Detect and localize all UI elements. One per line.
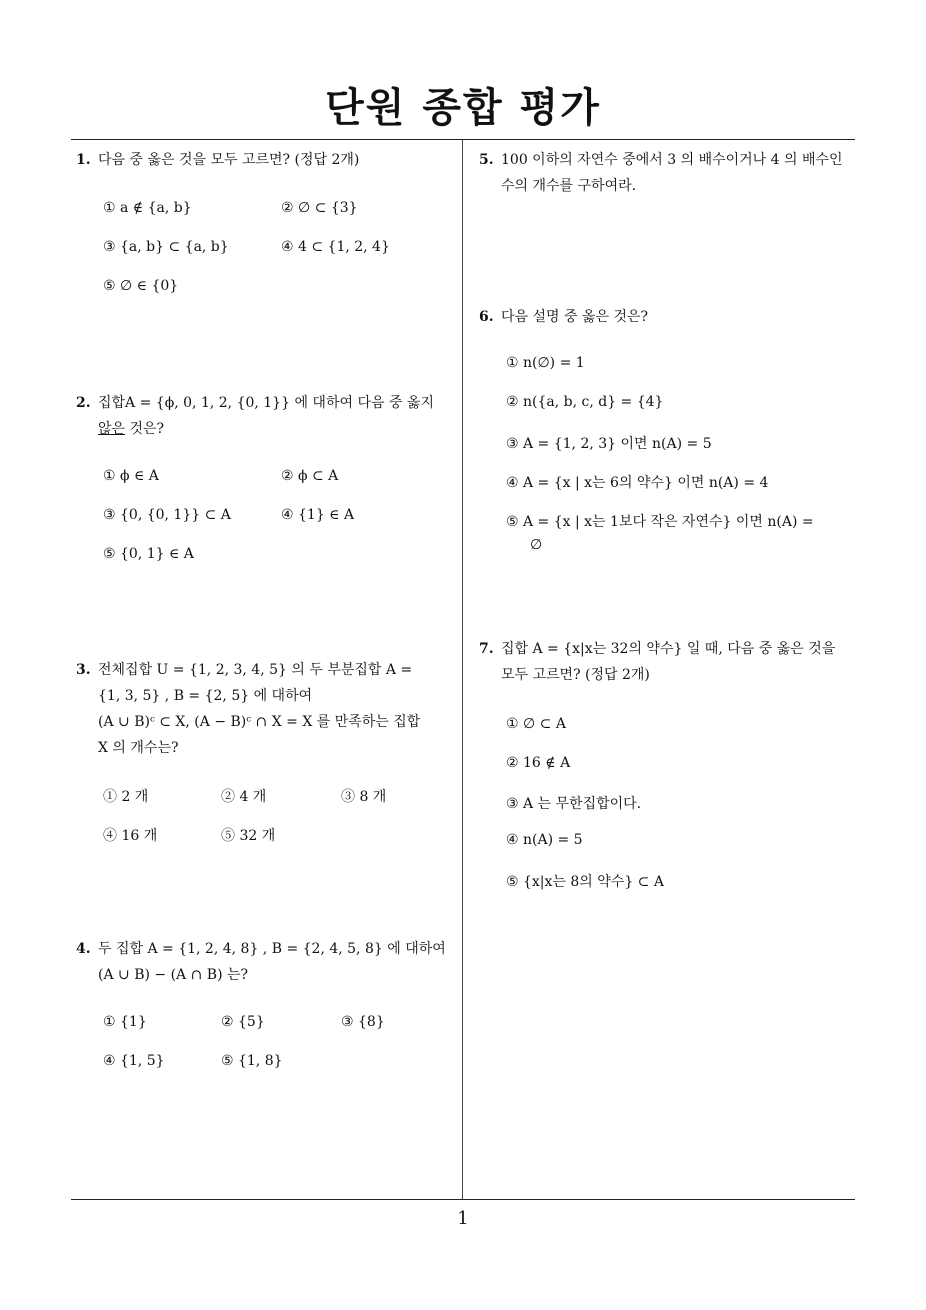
question-7: [479, 636, 863, 688]
q6-option-4: ④ A = {x | x는 6의 약수} 이면 n(A) = 4: [506, 475, 769, 491]
q1-option-5: ⑤ ∅ ∈ {0}: [103, 278, 179, 294]
q2-option-1: ① ϕ ∈ A: [103, 468, 159, 484]
question-4: [76, 936, 460, 988]
question-text-line1: 100 이하의 자연수 중에서 3 의 배수이거나 4 의 배수인: [501, 152, 843, 168]
top-rule: [71, 139, 855, 140]
question-text: 다음 중 옳은 것을 모두 고르면? (정답 2개): [98, 152, 360, 168]
q4-option-2: ② {5}: [221, 1014, 265, 1030]
page-title: 단원 종합 평가: [325, 85, 601, 131]
question-number: 3.: [76, 662, 91, 678]
column-divider: [462, 140, 463, 1200]
bottom-rule: [71, 1199, 855, 1200]
q4-option-1: ① {1}: [103, 1014, 147, 1030]
question-text-line1: 전체집합 U = {1, 2, 3, 4, 5} 의 두 부분집합 A =: [98, 662, 413, 678]
question-number: 6.: [479, 309, 494, 325]
question-text-line4: X 의 개수는?: [98, 740, 179, 756]
q3-option-2: ② 4 개: [221, 789, 267, 805]
question-text-line1: 두 집합 A = {1, 2, 4, 8} , B = {2, 4, 5, 8} 에 대하여: [98, 941, 446, 957]
q1-option-3: ③ {a, b} ⊂ {a, b}: [103, 239, 229, 255]
q2-option-4: ④ {1} ∈ A: [281, 507, 355, 523]
q1-option-2: ② ∅ ⊂ {3}: [281, 200, 358, 216]
q2-option-3: ③ {0, {0, 1}} ⊂ A: [103, 507, 231, 523]
q3-option-3: ③ 8 개: [341, 789, 387, 805]
q6-option-5: ⑤ A = {x | x는 1보다 작은 자연수} 이면 n(A) =: [506, 514, 814, 530]
question-3: [76, 657, 460, 761]
q3-option-4: ④ 16 개: [103, 828, 158, 844]
q7-option-1: ① ∅ ⊂ A: [506, 716, 566, 732]
page-number: 1: [457, 1208, 469, 1229]
q7-option-3: ③ A 는 무한집합이다.: [506, 796, 642, 812]
question-text-line1: 집합 A = {x|x는 32의 약수} 일 때, 다음 중 옳은 것을: [501, 641, 836, 657]
question-6: [479, 304, 859, 330]
question-text-line2: 모두 고르면? (정답 2개): [501, 667, 650, 683]
q4-option-3: ③ {8}: [341, 1014, 385, 1030]
q6-option-5-continuation: ∅: [530, 537, 543, 553]
question-text-line2: {1, 3, 5} , B = {2, 5} 에 대하여: [98, 688, 313, 704]
q3-option-1: ① 2 개: [103, 789, 149, 805]
question-text-line1: 집합A = {ϕ, 0, 1, 2, {0, 1}} 에 대하여 다음 중 옳지: [98, 395, 434, 411]
q4-option-4: ④ {1, 5}: [103, 1053, 165, 1069]
question-number: 1.: [76, 152, 91, 168]
q2-option-2: ② ϕ ⊂ A: [281, 468, 339, 484]
question-number: 7.: [479, 641, 494, 657]
q1-option-4: ④ 4 ⊂ {1, 2, 4}: [281, 239, 390, 255]
question-5: [479, 147, 859, 199]
q2-option-5: ⑤ {0, 1} ∈ A: [103, 546, 194, 562]
question-2: [76, 390, 460, 442]
underlined-word: 않은: [98, 421, 126, 437]
question-number: 2.: [76, 395, 91, 411]
q7-option-2: ② 16 ∉ A: [506, 755, 571, 771]
question-text-line3: (A ∪ B)ᶜ ⊂ X, (A − B)ᶜ ∩ X = X 를 만족하는 집합: [98, 714, 421, 730]
q6-option-3: ③ A = {1, 2, 3} 이면 n(A) = 5: [506, 436, 712, 452]
question-number: 5.: [479, 152, 494, 168]
question-text: 다음 설명 중 옳은 것은?: [501, 309, 649, 325]
question-text-line2: 수의 개수를 구하여라.: [501, 178, 637, 194]
q7-option-4: ④ n(A) = 5: [506, 832, 583, 848]
q4-option-5: ⑤ {1, 8}: [221, 1053, 283, 1069]
question-text-line2: 것은?: [125, 421, 165, 437]
question-number: 4.: [76, 941, 91, 957]
question-1: [76, 147, 456, 173]
q1-option-1: ① a ∉ {a, b}: [103, 200, 192, 216]
question-text-line2: (A ∪ B) − (A ∩ B) 는?: [98, 967, 249, 983]
q7-option-5: ⑤ {x|x는 8의 약수} ⊂ A: [506, 874, 664, 890]
q3-option-5: ⑤ 32 개: [221, 828, 276, 844]
q6-option-2: ② n({a, b, c, d} = {4}: [506, 394, 664, 410]
q6-option-1: ① n(∅) = 1: [506, 355, 585, 371]
